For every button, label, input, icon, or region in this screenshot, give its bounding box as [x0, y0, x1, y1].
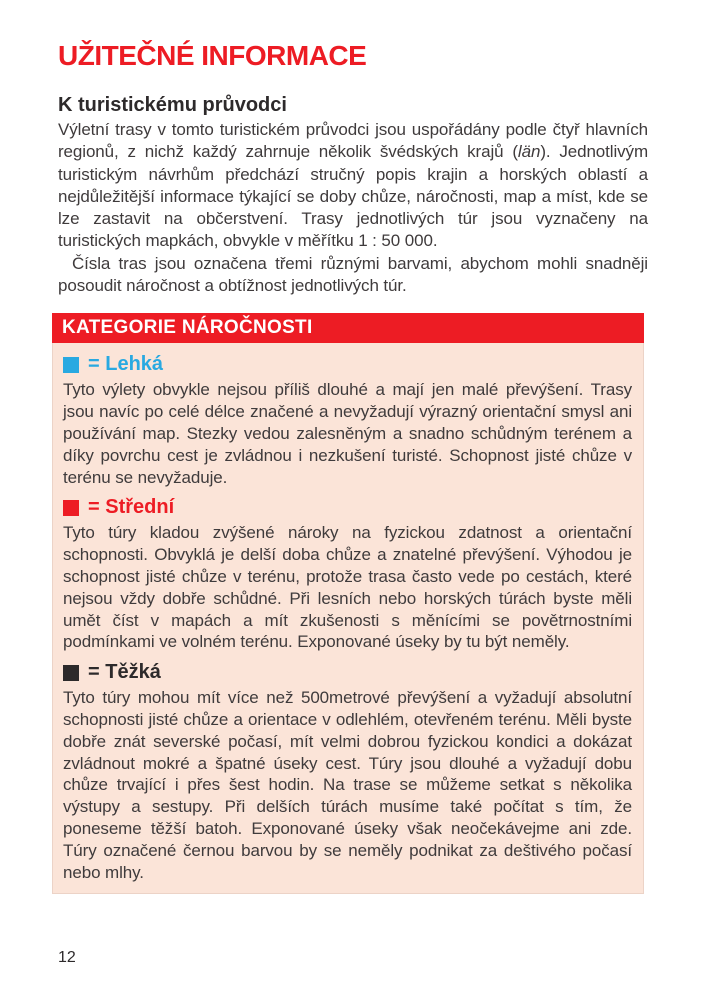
intro-paragraph-2: Čísla tras jsou označena třemi různými barvami, abychom mohli snadněji posoudit náročnost a obtížnost jednotlivých túr.: [58, 253, 648, 296]
section-easy-heading: [63, 353, 632, 376]
easy-square-icon: [63, 357, 79, 373]
page-title: UŽITEČNÉ INFORMACE: [58, 40, 367, 71]
intro-paragraph-1-rest: ). Jednotlivým turistickým návrhům předchází stručný popis krajin a horských oblastí a nejdůležitější informace týkající se doby chůze, náročnosti, map a míst, kde se lze zastavit na občerstvení. Trasy jednotlivých túr jsou vyznačeny na turistických mapkách, obvykle v měřítku 1 : 50 000.: [58, 142, 649, 251]
intro-paragraph-1: [58, 119, 648, 253]
section-medium-heading: [63, 496, 632, 519]
page-number: 12: [58, 949, 76, 966]
section-hard-label: = Těžká: [88, 661, 161, 684]
section-medium-text: Tyto túry kladou zvýšené nároky na fyzickou zdatnost a orientační schopnosti. Obvyklá je delší doba chůze a znatelné převýšení. Výhodou je schopnost jisté chůze v terénu, protože trasa často vede po cestách, které nejsou vždy dobře schůdné. Při lesních nebo horských túrách byste měli umět číst v mapách a mít zkušenosti s měnícími se povětrnostními podmínkami ve volném terénu. Exponované úseky by tu být neměly.: [63, 523, 632, 652]
medium-square-icon: [63, 500, 79, 516]
hard-square-icon: [63, 665, 79, 681]
section-easy: [63, 353, 632, 488]
intro-paragraph-1-text: Výletní trasy v tomto turistickém průvodci jsou uspořádány podle čtyř hlavních regionů, z nichž každý zahrnuje několik švédských krajů (: [58, 120, 648, 162]
section-hard: [63, 661, 632, 883]
section-easy-text: Tyto výlety obvykle nejsou příliš dlouhé a mají jen malé převýšení. Trasy jsou navíc po celé délce značené a nevyžadují výrazný orientační smysl ani používání map. Stezky vedou zalesněným a snadno schůdným terénem a díky povrchu cest je zvládnou i nezkušení turisté. Schopnost jisté chůze v terénu se nevyžaduje.: [63, 380, 632, 487]
section-medium-label: = Střední: [88, 496, 175, 519]
section-easy-label: = Lehká: [88, 353, 164, 376]
section-hard-text: Tyto túry mohou mít více než 500metrové převýšení a vyžadují absolutní schopnosti jisté chůze a orientace v odlehlém, otevřeném terénu. Měli byste dobře znát severské počasí, mít velmi dobrou fyzickou kondici a dokázat zvládnout mokré a špatné úseky cest. Túry jsou dlouhé a vyžadují dobu chůze trvající i přes šest hodin. Na trase se můžeme setkat s několika výstupy a sestupy. Při delších túrách musíme také počítat s tím, že poneseme těžší batoh. Exponované úseky však neočekávejme ani zde. Túry označené černou barvou by se neměly podnikat za deštivého počasí nebo mlhy.: [63, 688, 632, 882]
intro-italic-term: län: [517, 142, 541, 162]
section-medium: [63, 496, 632, 653]
categories-banner: KATEGORIE NÁROČNOSTI: [52, 313, 644, 343]
categories-box: [52, 343, 644, 894]
page-content: [58, 40, 648, 894]
intro-heading: K turistickému průvodci: [58, 94, 287, 116]
section-hard-heading: [63, 661, 632, 684]
